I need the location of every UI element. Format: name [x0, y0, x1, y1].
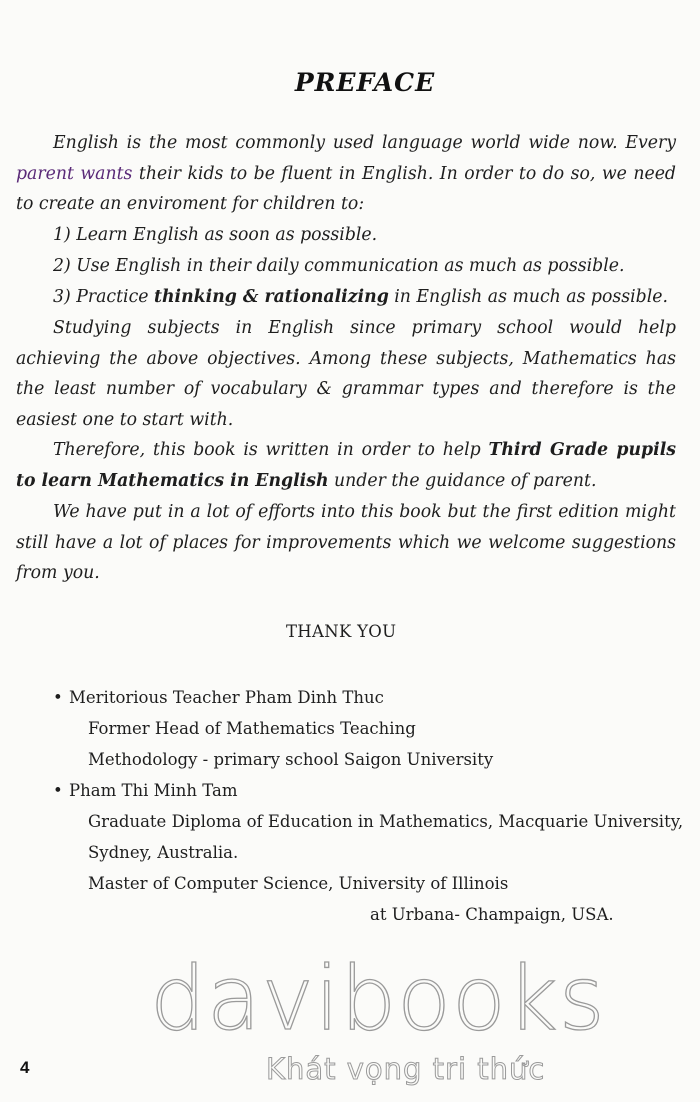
intro-line-3: to create an enviroment for children to: — [16, 194, 365, 214]
paragraph-efforts: We have put in a lot of efforts into this book but the first edition might still have a lot of places for improvements which we welcome suggestions from you. — [16, 502, 676, 583]
paragraph-purpose — [16, 435, 676, 496]
intro-line-2: their kids to be fluent in English. In order to do so, we need — [132, 163, 676, 184]
intro-paragraph — [16, 128, 676, 220]
page-title: PREFACE — [294, 68, 436, 97]
author-2-detail-3: Master of Computer Science, University of Illinois — [88, 874, 509, 893]
intro-line-1: English is the most commonly used language world wide now. Every — [53, 133, 676, 153]
thank-you-heading: THANK YOU — [286, 622, 397, 641]
author-2-name-line — [53, 781, 238, 800]
list-item-3-suffix: in English as much as possible. — [388, 287, 668, 307]
intro-line-2-highlight: parent wants — [16, 163, 133, 184]
purpose-prefix: Therefore, this book is written in order to help — [53, 440, 489, 460]
page-number: 4 — [20, 1058, 30, 1077]
author-1-name: Meritorious Teacher Pham Dinh Thuc — [69, 688, 384, 707]
author-2-name: Pham Thi Minh Tam — [69, 781, 238, 800]
author-1-detail-2: Methodology - primary school Saigon University — [88, 750, 494, 769]
author-2-detail-4: at Urbana- Champaign, USA. — [370, 905, 614, 924]
author-2-detail-1: Graduate Diploma of Education in Mathematics, Macquarie University, — [88, 812, 684, 831]
list-item-3 — [53, 282, 668, 313]
bullet-icon: • — [53, 781, 63, 800]
author-1-detail-1: Former Head of Mathematics Teaching — [88, 719, 416, 738]
author-1-name-line — [53, 688, 384, 707]
purpose-bold: Third Grade pupils to learn Mathematics in English — [16, 440, 676, 491]
paragraph-objectives: Studying subjects in English since primary school would help achieving the above objectives. Among these subjects, Mathematics has the least number of vocabulary & grammar types and therefore is the easiest one to start with. — [16, 318, 676, 430]
list-item-2: 2) Use English in their daily communication as much as possible. — [53, 256, 625, 276]
list-item-3-bold: thinking & rationalizing — [153, 287, 389, 307]
list-item-3-prefix: 3) Practice — [53, 287, 154, 307]
purpose-suffix: under the guidance of parent. — [328, 470, 597, 491]
watermark-logo: davibooks — [150, 947, 606, 1050]
bullet-icon: • — [53, 688, 63, 707]
author-2-detail-2: Sydney, Australia. — [88, 843, 239, 862]
watermark-tagline: Khát vọng tri thức — [266, 1052, 546, 1086]
list-item-1: 1) Learn English as soon as possible. — [53, 225, 378, 245]
